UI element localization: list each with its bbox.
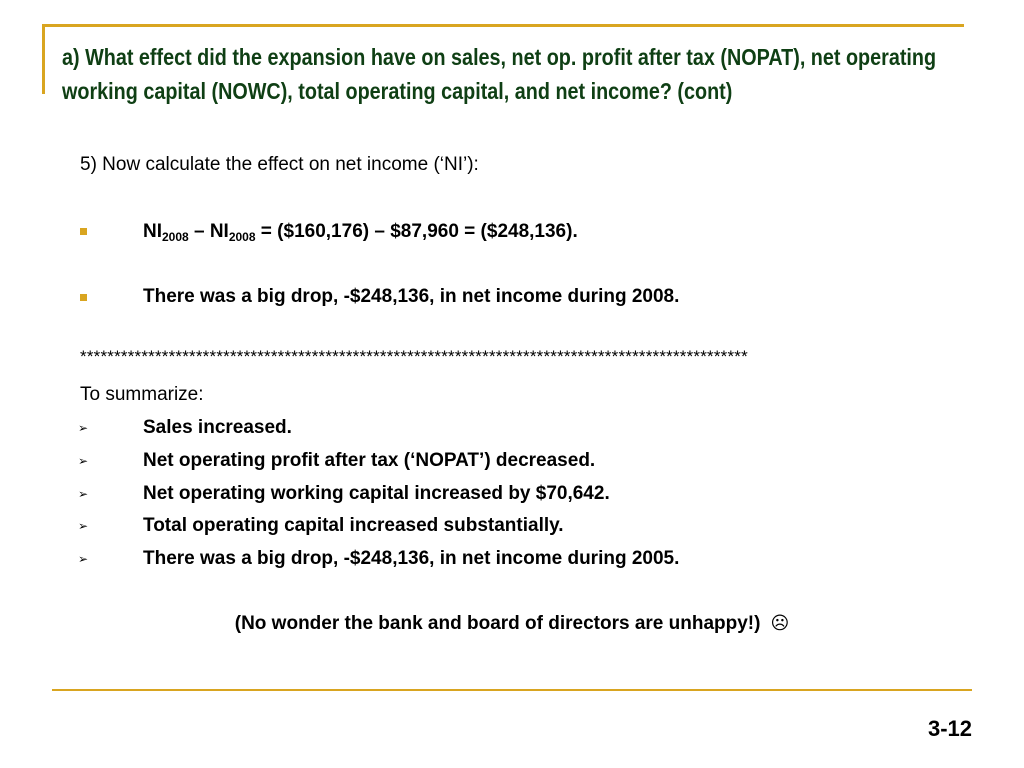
frame-top-rule [42,24,964,27]
summary-item: Net operating profit after tax (‘NOPAT’) decreased. [143,450,596,471]
ni-dash: – [188,221,210,242]
ni-sub-b: 2008 [228,230,256,244]
square-bullet-icon [80,228,87,235]
square-bullet-icon [80,294,87,301]
footer-rule [52,689,972,691]
summary-heading: To summarize: [80,384,204,405]
arrow-bullet-icon: ➢ [78,552,89,566]
frown-face-icon: ☹ [770,613,790,634]
separator-stars: ************************************************************************************************** [80,347,748,366]
closing-remark [0,612,1024,636]
intro-text: 5) Now calculate the effect on net income (‘NI’): [80,154,479,175]
slide-number: 3-12 [927,716,972,741]
arrow-bullet-icon: ➢ [78,487,89,501]
slide-title: a) What effect did the expansion have on sales, net op. profit after tax (NOPAT), net operating working capital (NOWC), total operating capital, and net income? (cont) [62,44,937,104]
summary-item: Net operating working capital increased by $70,642. [143,483,610,504]
summary-item: There was a big drop, -$248,136, in net income during 2005. [143,548,680,569]
ni-label-b: NI [209,221,229,242]
summary-item: Total operating capital increased substantially. [143,515,564,536]
frame-left-rule [42,24,45,94]
ni-formula-rest: = ($160,176) – $87,960 = ($248,136). [255,221,578,242]
arrow-bullet-icon: ➢ [78,519,89,533]
arrow-bullet-icon: ➢ [78,421,89,435]
ni-formula [143,220,578,244]
closing-text: (No wonder the bank and board of directors are unhappy!) [234,613,761,634]
arrow-bullet-icon: ➢ [78,454,89,468]
ni-sub-a: 2008 [162,230,189,244]
summary-item: Sales increased. [143,417,292,438]
ni-label-a: NI [143,221,162,242]
ni-drop-text: There was a big drop, -$248,136, in net income during 2008. [143,286,680,307]
